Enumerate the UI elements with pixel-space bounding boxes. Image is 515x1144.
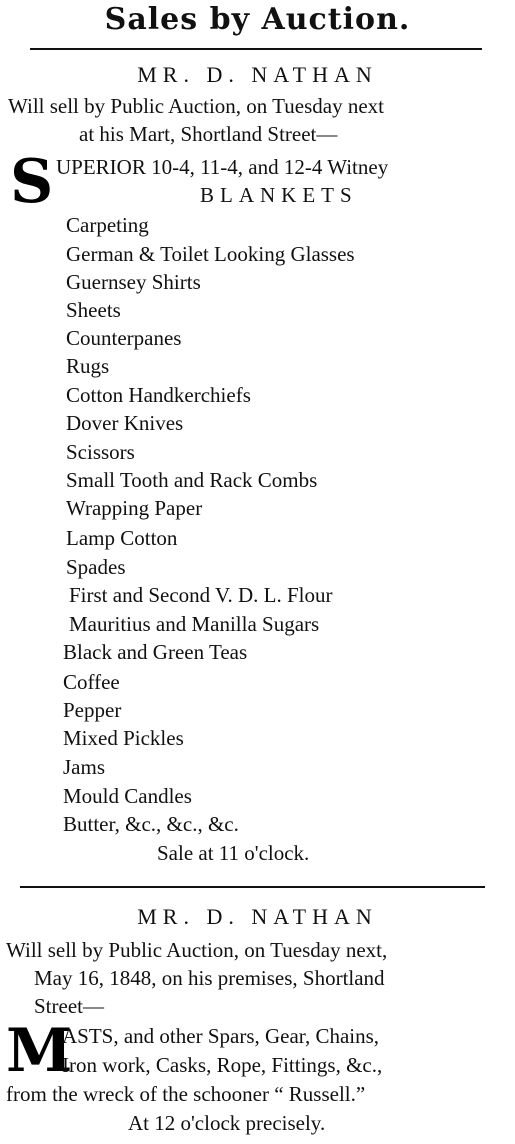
list-item: Pepper — [63, 698, 122, 722]
list-item: Butter, &c., &c., &c. — [63, 812, 239, 836]
ad-text-line: from the wreck of the schooner “ Russell.” — [6, 1082, 366, 1106]
list-item: Wrapping Paper — [66, 496, 203, 520]
list-item: First and Second V. D. L. Flour — [69, 583, 333, 607]
list-item: Mould Candles — [63, 784, 192, 808]
list-item: Cotton Handkerchiefs — [66, 383, 251, 407]
ad-text-line: Iron work, Casks, Rope, Fittings, &c., — [62, 1053, 383, 1077]
sale-time: Sale at 11 o'clock. — [157, 841, 310, 865]
auctioneer-name: MR. D. NATHAN — [137, 904, 378, 929]
list-item: Scissors — [66, 440, 135, 464]
drop-cap: M — [6, 1016, 73, 1086]
list-item: Guernsey Shirts — [66, 270, 201, 294]
list-item: Spades — [66, 555, 126, 579]
ad-text-line: ASTS, and other Spars, Gear, Chains, — [62, 1024, 380, 1048]
list-item: Rugs — [66, 354, 110, 378]
ad-text-line: at his Mart, Shortland Street— — [79, 122, 338, 146]
list-item: Mixed Pickles — [63, 726, 184, 750]
list-item: German & Toilet Looking Glasses — [66, 242, 355, 266]
drop-cap: S — [10, 147, 54, 217]
list-item: Sheets — [66, 298, 121, 322]
list-item: Dover Knives — [66, 411, 184, 435]
list-item: Jams — [63, 755, 105, 779]
ad-text-line: Will sell by Public Auction, on Tuesday next, — [6, 938, 388, 962]
list-item: Small Tooth and Rack Combs — [66, 468, 318, 492]
sale-time: At 12 o'clock precisely. — [128, 1111, 326, 1135]
ad-text-line: May 16, 1848, on his premises, Shortland — [34, 966, 385, 990]
section-masthead: Sales by Auction. — [104, 2, 411, 37]
ad-text-line: BLANKETS — [200, 183, 358, 207]
ad-text-line: Street— — [34, 994, 104, 1018]
list-item: Black and Green Teas — [63, 640, 248, 664]
auctioneer-name: MR. D. NATHAN — [137, 62, 378, 87]
divider-rule — [30, 48, 482, 50]
ad-text-line: UPERIOR 10-4, 11-4, and 12-4 Witney — [56, 155, 389, 179]
divider-rule — [20, 886, 485, 888]
list-item: Counterpanes — [66, 326, 182, 350]
list-item: Coffee — [63, 670, 120, 694]
list-item: Mauritius and Manilla Sugars — [69, 612, 320, 636]
list-item: Lamp Cotton — [66, 526, 178, 550]
list-item: Carpeting — [66, 213, 149, 237]
ad-text-line: Will sell by Public Auction, on Tuesday next — [8, 94, 384, 118]
